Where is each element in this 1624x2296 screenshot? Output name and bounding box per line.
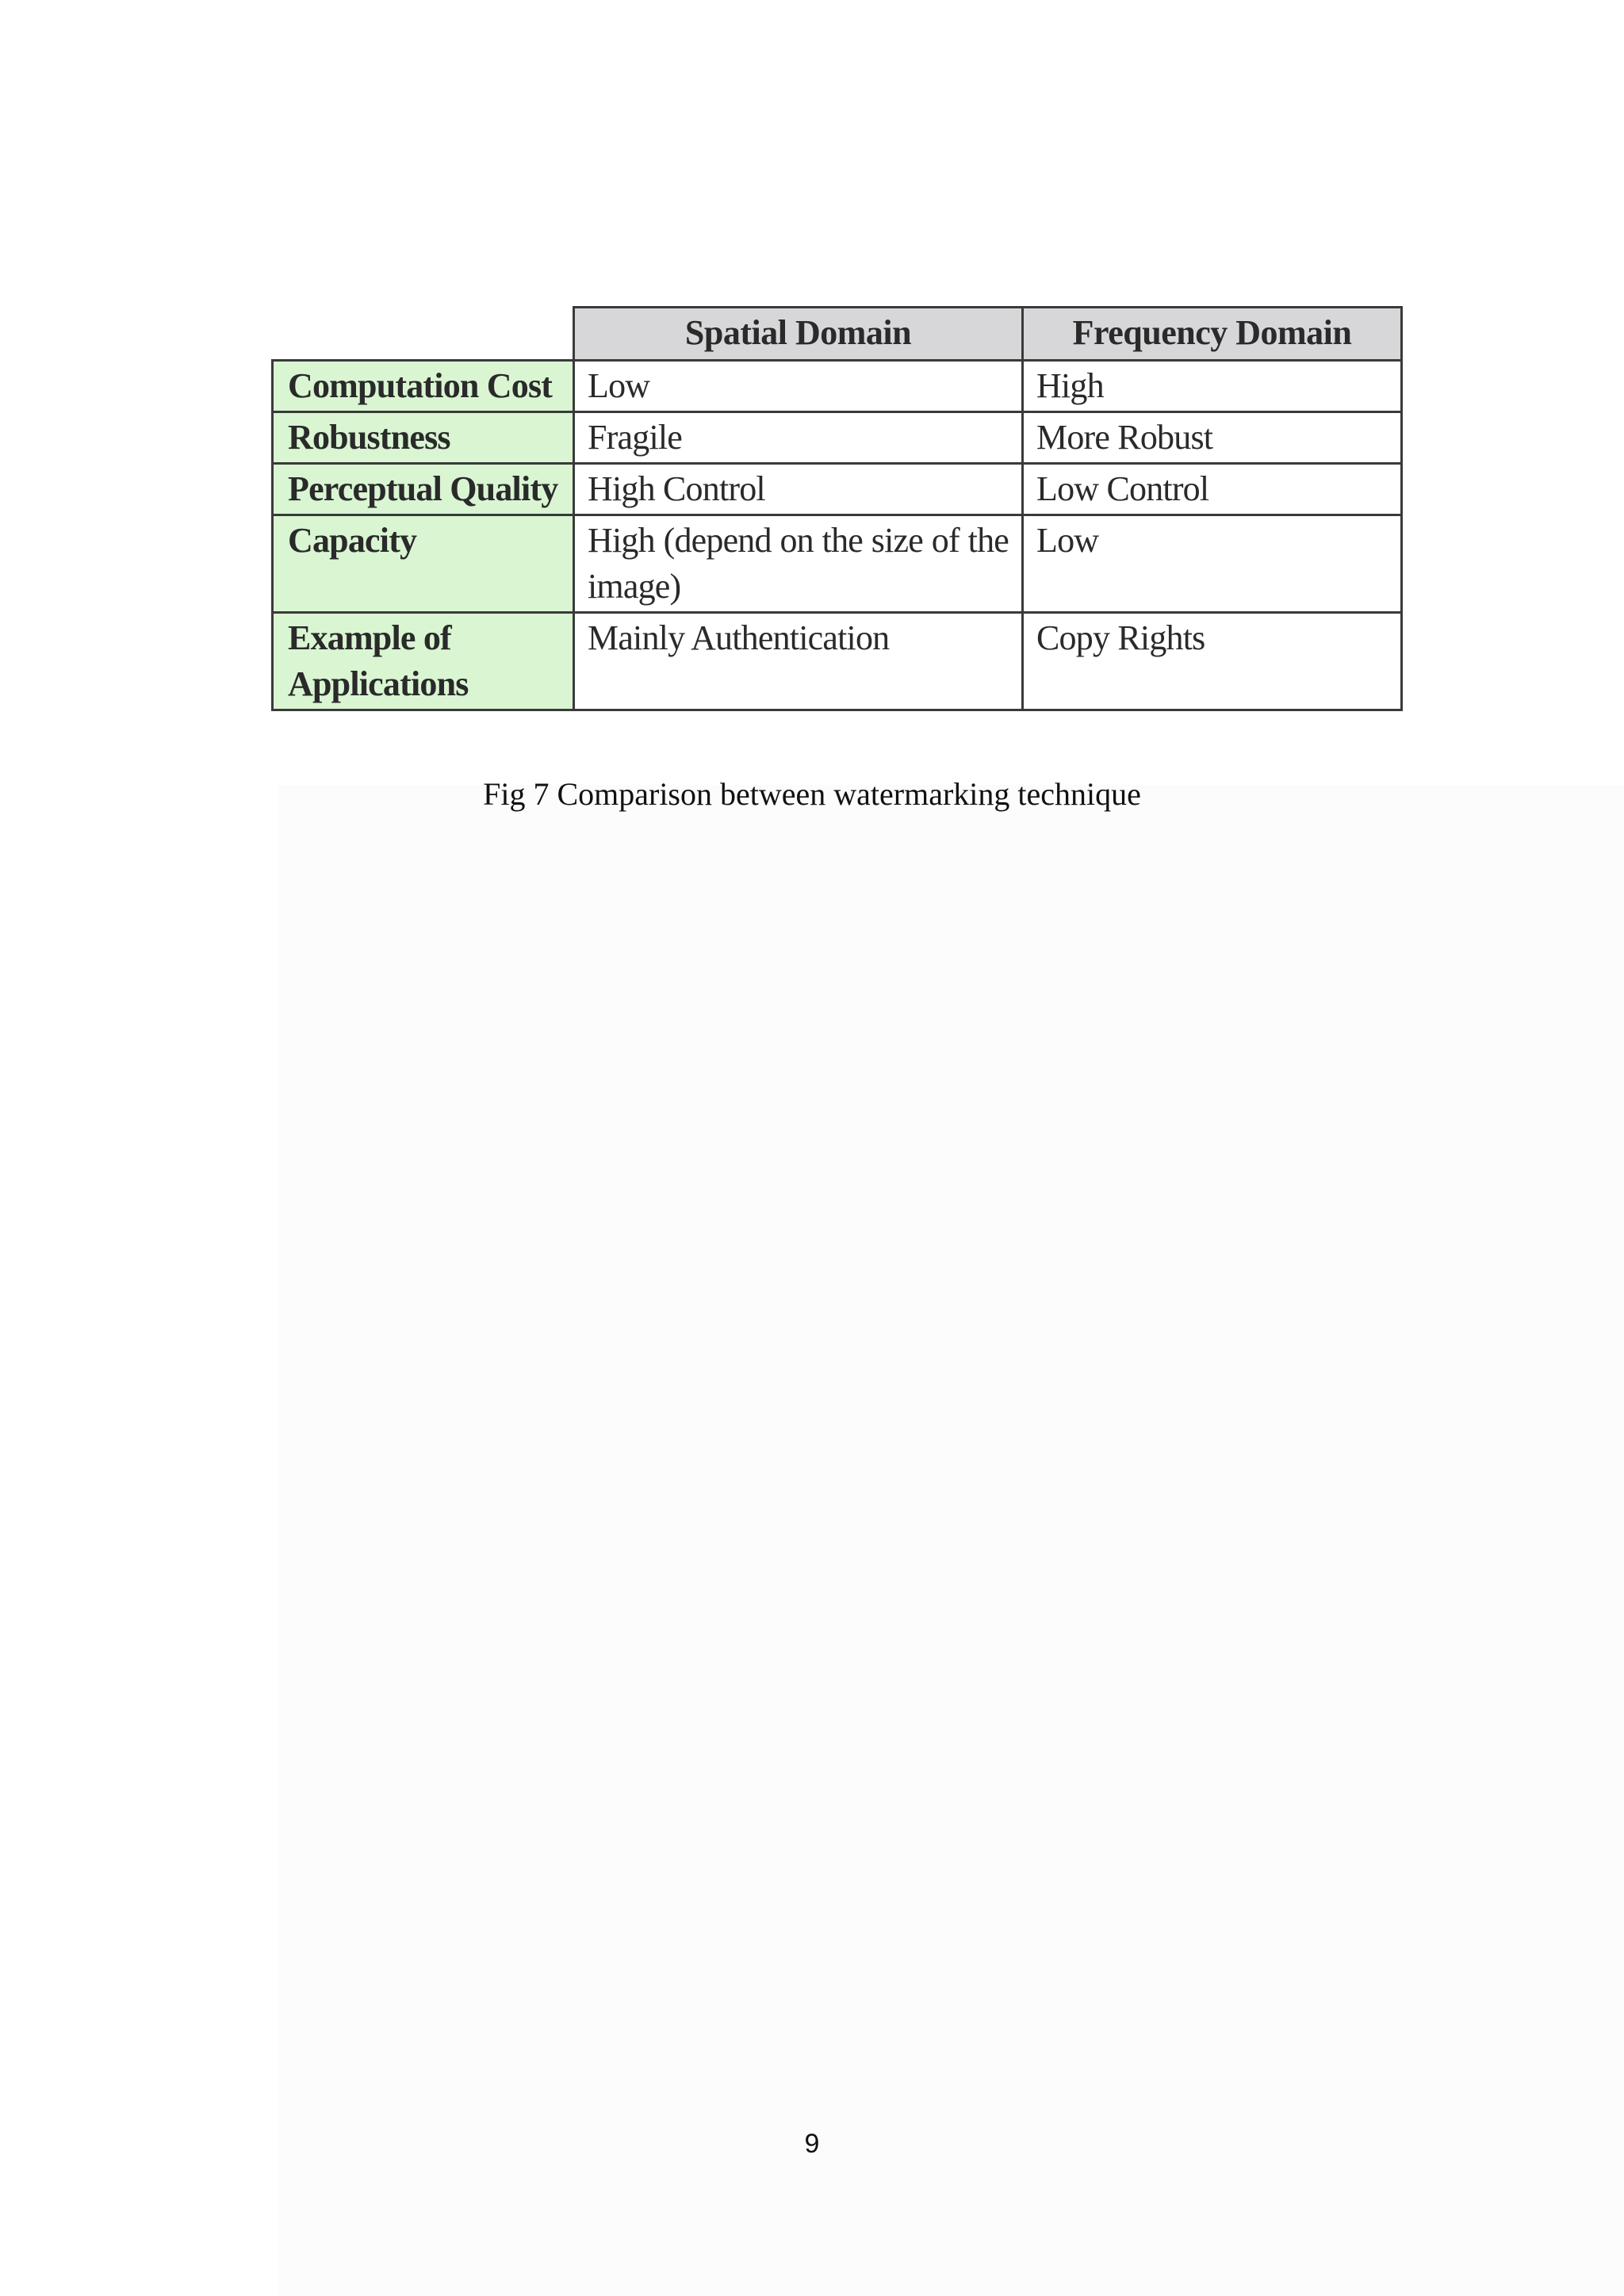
table-header-row [273, 308, 1402, 361]
table-row [273, 515, 1402, 613]
table-row [273, 361, 1402, 412]
frequency-cell: More Robust [1023, 412, 1402, 464]
column-header-frequency-domain: Frequency Domain [1023, 308, 1402, 361]
table-row [273, 464, 1402, 515]
page-background [278, 785, 1624, 2296]
frequency-cell: Copy Rights [1023, 613, 1402, 710]
spatial-cell: High Control [574, 464, 1023, 515]
comparison-table [271, 306, 1403, 711]
column-header-spatial-domain: Spatial Domain [574, 308, 1023, 361]
spatial-cell: Low [574, 361, 1023, 412]
table-row [273, 412, 1402, 464]
spatial-cell: High (depend on the size of the image) [574, 515, 1023, 613]
row-label-perceptual-quality: Perceptual Quality [273, 464, 574, 515]
spatial-cell: Fragile [574, 412, 1023, 464]
frequency-cell: High [1023, 361, 1402, 412]
page-number: 9 [804, 2129, 820, 2159]
spatial-cell: Mainly Authentication [574, 613, 1023, 710]
table-corner-cell [273, 308, 574, 361]
frequency-cell: Low Control [1023, 464, 1402, 515]
row-label-example-of-applications: Example of Applications [273, 613, 574, 710]
row-label-capacity: Capacity [273, 515, 574, 613]
figure-caption: Fig 7 Comparison between watermarking technique [483, 776, 1141, 812]
table-row [273, 613, 1402, 710]
row-label-robustness: Robustness [273, 412, 574, 464]
row-label-computation-cost: Computation Cost [273, 361, 574, 412]
frequency-cell: Low [1023, 515, 1402, 613]
